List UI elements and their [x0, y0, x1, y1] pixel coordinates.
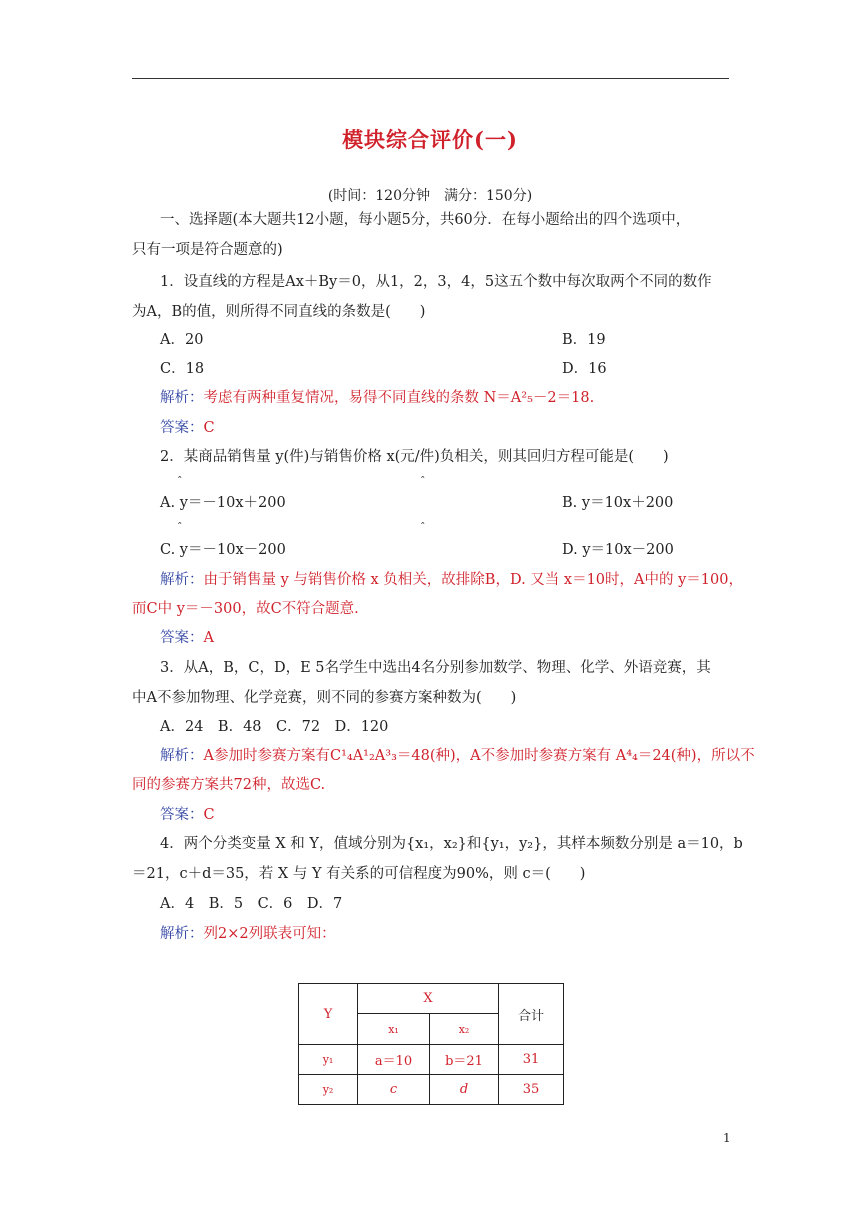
table-row [299, 1075, 564, 1105]
table-cell: a＝10 [358, 1045, 430, 1075]
q3-stem: 3．从A，B，C，D，E 5名学生中选出4名分别参加数学、物理、化学、外语竞赛，其 [160, 660, 711, 676]
hat-mark: ˆ [420, 521, 426, 534]
header-rule [132, 78, 729, 79]
answer-value: C [203, 807, 215, 823]
table-row [299, 1045, 564, 1075]
page-title: 模块综合评价(一) [342, 127, 518, 152]
q1-option-a: A．20 [160, 332, 204, 348]
q2-option-b: B. y＝10x＋200 [562, 495, 674, 511]
table-cell: b＝21 [430, 1045, 499, 1075]
q3-analysis-cont: 同的参赛方案共72种，故选C. [132, 777, 326, 793]
answer-value: C [203, 420, 215, 436]
q1-stem-cont: 为A，B的值，则所得不同直线的条数是( ) [132, 304, 426, 320]
table-header-x2: x₂ [430, 1014, 499, 1045]
q1-option-d: D．16 [562, 361, 607, 377]
answer-label: 答案： [160, 807, 204, 823]
analysis-text: 列2×2列联表可知： [203, 926, 336, 942]
analysis-label: 解析： [160, 390, 204, 406]
q1-option-row [160, 359, 758, 379]
q1-stem: 1．设直线的方程是Ax＋By＝0，从1，2，3，4，5这五个数中每次取两个不同的数作 [160, 274, 712, 290]
table-header-total: 合计 [499, 984, 564, 1045]
analysis-text: 考虑有两种重复情况，易得不同直线的条数 N＝A²₅－2＝18. [203, 390, 595, 406]
table-cell: 35 [499, 1075, 564, 1105]
q4-options: A．4 B．5 C．6 D．7 [160, 896, 343, 912]
q2-option-row [160, 540, 758, 560]
table-cell: y₁ [299, 1045, 358, 1075]
page-number: 1 [723, 1131, 731, 1145]
q3-answer [160, 805, 758, 825]
q2-answer [160, 628, 758, 648]
q4-stem-cont: ＝21，c＋d＝35，若 X 与 Y 有关系的可信程度为90%，则 c＝( ) [132, 866, 586, 882]
answer-label: 答案： [160, 420, 204, 436]
q1-analysis [160, 388, 758, 408]
q4-stem: 4．两个分类变量 X 和 Y，值域分别为{x₁，x₂}和{y₁，y₂}，其样本频数分别是 a＝10，b [160, 836, 743, 852]
table-cell: d [430, 1075, 499, 1105]
hat-mark: ˆ [177, 521, 183, 534]
q4-analysis [160, 924, 758, 944]
table-header-x1: x₁ [358, 1014, 430, 1045]
q1-option-row [160, 330, 758, 350]
q3-stem-cont: 中A不参加物理、化学竞赛，则不同的参赛方案种数为( ) [132, 690, 517, 706]
analysis-text: A参加时参赛方案有C¹₄A¹₂A³₃＝48(种)，A不参加时参赛方案有 A⁴₄＝24(种)，所以不 [203, 748, 755, 764]
section-heading-cont: 只有一项是符合题意的) [132, 242, 283, 258]
q2-option-c: C. y＝－10x－200 [160, 542, 286, 558]
q1-option-b: B．19 [562, 332, 606, 348]
q2-option-a: A. y＝－10x＋200 [160, 495, 286, 511]
contingency-table [298, 983, 564, 1105]
q2-option-row [160, 493, 758, 513]
q2-analysis-cont: 而C中 y＝－300，故C不符合题意. [132, 601, 359, 617]
table-header-x: X [358, 984, 499, 1014]
q2-stem: 2．某商品销售量 y(件)与销售价格 x(元/件)负相关，则其回归方程可能是( ) [160, 449, 669, 465]
hat-mark: ˆ [420, 475, 426, 488]
q3-analysis [160, 746, 758, 766]
q3-options: A．24 B．48 C．72 D．120 [160, 719, 389, 735]
table-cell: 31 [499, 1045, 564, 1075]
table-cell: y₂ [299, 1075, 358, 1105]
q2-option-d: D. y＝10x－200 [562, 542, 674, 558]
section-heading: 一、选择题(本大题共12小题，每小题5分，共60分．在每小题给出的四个选项中， [160, 212, 691, 228]
exam-info: (时间：120分钟 满分：150分) [327, 188, 533, 204]
table-cell: c [358, 1075, 430, 1105]
analysis-label: 解析： [160, 748, 204, 764]
q1-answer [160, 418, 758, 438]
q1-option-c: C．18 [160, 361, 205, 377]
answer-value: A [203, 630, 214, 646]
answer-label: 答案： [160, 630, 204, 646]
analysis-label: 解析： [160, 572, 204, 588]
analysis-text: 由于销售量 y 与销售价格 x 负相关，故排除B，D. 又当 x＝10时，A中的 y＝100， [203, 572, 743, 588]
analysis-label: 解析： [160, 926, 204, 942]
table-header-y: Y [299, 984, 358, 1045]
q2-analysis [160, 570, 758, 590]
hat-mark: ˆ [177, 475, 183, 488]
